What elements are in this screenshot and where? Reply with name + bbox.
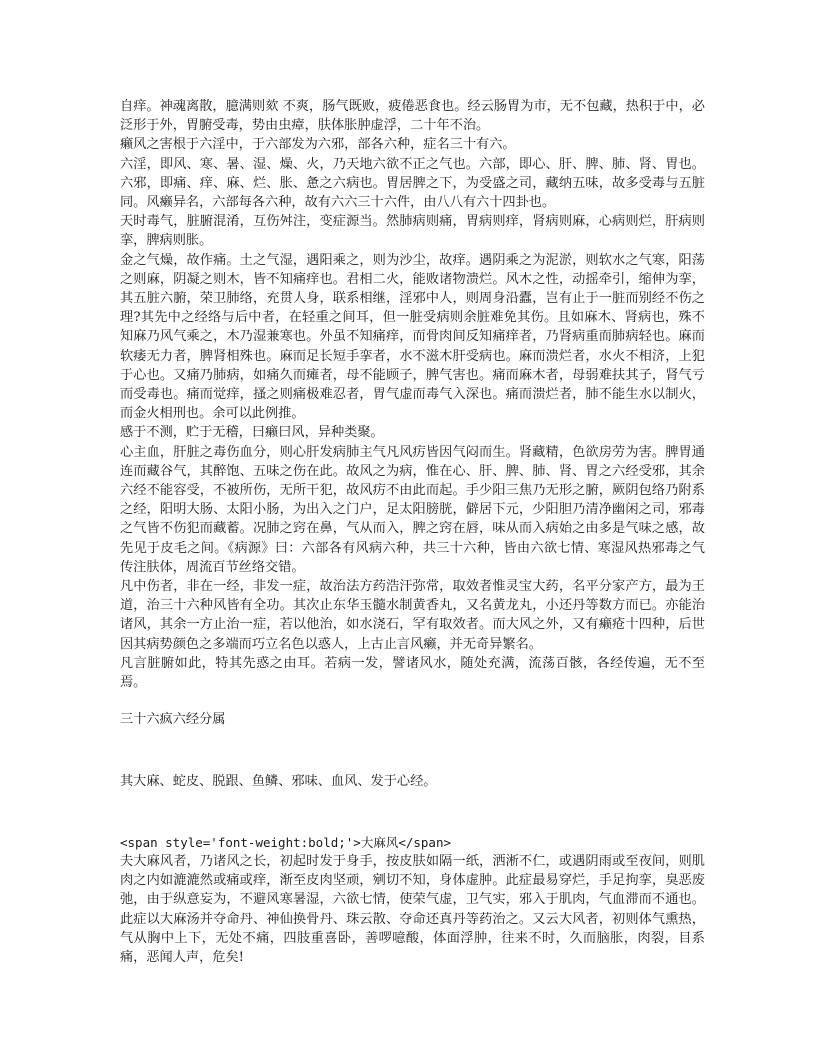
document-page: [120, 97, 705, 967]
heart-meridian-line: 其大麻、蛇皮、脱跟、鱼鳞、邪味、血风、发于心经。: [120, 773, 437, 789]
paragraph-7: 心主血，肝脏之毒伤血分，则心肝发病肺主气凡风疠皆因气闷而生。肾藏精，色欲房劳为害。脾胃通连而藏谷气，其醉饱、五味之伤在此。故风之为病，惟在心、肝、脾、肺、肾、胃之六经受邪，其余六经不能容受，不被所伤，无所干犯，故风疠不由此而起。手少阳三焦乃无形之腑，厥阴包络乃附系之经，阳明大肠、太阳小肠，为出入之门户，足太阳膀胱，僻居下元，少阳胆乃清净幽闲之司，邪毒之气皆不伤犯而藏蓄。况肺之窍在鼻，气从而入，脾之窍在唇，味从而入病始之由多是气味之感，故先见于皮毛之间。《病源》曰：六部各有风病六种，共三十六种，皆由六欲七情、寒湿风热邪毒之气传注肤体，周流百节丝络交错。: [120, 444, 705, 575]
paragraph-8: 凡中伤者，非在一经，非发一症，故治法方药浩汗弥常，取效者惟灵宝大药，名平分家产方，最为王道，治三十六种风皆有全功。其次止东华玉髓水制黄香丸，又名黄龙丸，小还丹等数方而已。亦能治诸风，其余一方止治一症，若以他治，如水浇石，罕有取效者。而大风之外，又有癞疮十四种，后世因其病势颜色之多端而巧立名色以惑人，上古止言风癞，并无奇异繁名。: [120, 579, 705, 652]
final-paragraph: 夫大麻风者，乃诸风之长，初起时发于身手，按皮肤如隔一纸，洒淅不仁，或遇阴雨或至夜间，则肌肉之内如漉漉然或痛或痒，渐至皮肉坚顽，剜切不知，身体虚肿。此症最易穿烂，手足拘挛，臭恶废弛，由于纵意妄为，不避风寒暑湿，六欲七情，使荣气虚，卫气实，邪入于肌肉，气血滞而不通也。此症以大麻汤并夺命丹、神仙换骨丹、珠云散、夺命还真丹等药治之。又云大风者，初则体气熏热，气从胸中上下，无处不痛，四肢重喜卧，善啰噫酸，体面浮肿，往来不时，久而脑胀，肉裂，目系痛，恶闻人声，危矣!: [120, 853, 705, 965]
paragraph-6: 感于不测，贮于无稽，曰癞曰风，异种类聚。: [120, 425, 384, 441]
paragraph-9: 凡言脏腑如此，特其先惑之由耳。若病一发，譬诸风水，随处充满，流荡百骸，各经传遍，无不至焉。: [120, 655, 705, 691]
paragraph-5: 金之气燥，故作痛。土之气湿，遇阳乘之，则为沙尘，故痒。遇阴乘之为泥淤，则软水之气寒，阳荡之则麻，阴凝之则木，皆不知痛痒也。君相二火，能败诸物溃烂。风木之性，动摇牵引，缩伸为挛，其五脏六腑，荣卫肺络，充贯人身，联系相继，淫邪中人，则周身沿蠹，岂有止于一脏而别经不伤之理?其先中之经络与后中者，在轻重之间耳，但一脏受病则余脏难免其伤。且如麻木、肾病也，殊不知麻乃风气乘之，木乃湿兼寒也。外虽不知痛痒，而骨肉间反知痛痒者，乃肾病重而肺病轻也。麻而软痿无力者，脾肾相殊也。麻而足长短手挛者，水不滋木肝受病也。麻而溃烂者，水火不相济，上犯于心也。又痛乃肺病，如痛久而瘫者，母不能顾子，脾气害也。痛而麻木者，母弱难扶其子，肾气亏而受毒也。痛而觉痒，搔之则痛极难忍者，胃气虚而毒气入深也。痛而溃烂者，肺不能生水以制火，而金火相刑也。余可以此例推。: [120, 252, 705, 422]
paragraph-4: 天时毒气，脏腑混淆，互伤舛注，变症源当。然肺病则痛，胃病则痒，肾病则麻，心病则烂，肝病则挛，脾病则胀。: [120, 214, 705, 249]
section-heading: 三十六疯六经分属: [120, 712, 226, 728]
raw-markup-line: <span style='font-weight:bold;'>大麻风</span>: [120, 834, 451, 850]
paragraph-2: 癞风之害根于六淫中，于六部发为六邪，部各六种，症名三十有六。: [120, 137, 516, 153]
paragraph-1: 自痒。神魂离散，臆满则欬 不爽，肠气既败，疲倦恶食也。经云肠胃为市，无不包藏，热积于中，必泛形于外，胃腑受毒，势由虫瘴，肤体胀肿虚浮，二十年不治。: [120, 99, 705, 134]
paragraph-3: 六淫，即风、寒、暑、湿、燥、火，乃天地六欲不正之气也。六部，即心、肝、脾、肺、肾、胃也。六邪，即痛、痒、麻、烂、胀、惫之六病也。胃居脾之下，为受盛之司，藏纳五味，故多受毒与五脏同。风癞异名，六部每各六种，故有六六三十六件，由八八有六十四卦也。: [120, 156, 705, 211]
